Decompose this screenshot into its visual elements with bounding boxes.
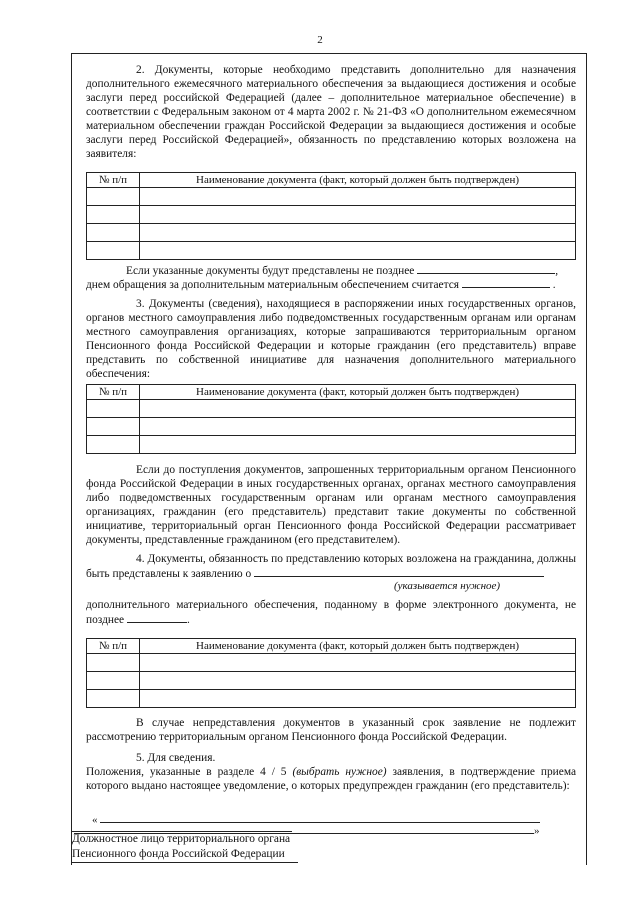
table-header-document: Наименование документа (факт, который должен быть подтвержден) — [140, 385, 576, 400]
application-type-field[interactable] — [254, 566, 544, 577]
submission-deadline-field[interactable] — [127, 612, 187, 623]
deadline-line-2: днем обращения за дополнительным материальным обеспечением считается . — [86, 279, 556, 291]
official-title-line-2: Пенсионного фонда Российской Федерации — [72, 848, 285, 860]
table-row[interactable] — [87, 418, 576, 436]
table-row[interactable] — [87, 436, 576, 454]
application-date-field[interactable] — [462, 277, 550, 288]
table-header-document: Наименование документа (факт, который должен быть подтвержден) — [140, 173, 576, 188]
official-title-line-1: Должностное лицо территориального органа — [72, 833, 291, 845]
table-header-number: № п/п — [87, 385, 140, 400]
table-row[interactable] — [87, 242, 576, 260]
page-number: 2 — [317, 34, 323, 46]
table-header-document: Наименование документа (факт, который должен быть подтвержден) — [140, 639, 576, 654]
section-3-text: 3. Документы (сведения), находящиеся в распоряжении иных государственных органов, органов местного самоуправления либо подведомственных государственным органам или органам местного самоуправления организациях, которые запрашиваются территориальным органом Пенсионного фонда Российской Федерации и которые гражданин (его представитель) вправе представить по собственной инициативе для назначения дополнительного материального обеспечения: — [86, 298, 576, 380]
table-header-number: № п/п — [87, 639, 140, 654]
deadline-line-1: Если указанные документы будут представлены не позднее , — [126, 265, 559, 277]
table-row[interactable] — [87, 690, 576, 708]
notice-quote-line-2: » — [74, 823, 554, 838]
section-3-table — [86, 384, 576, 454]
notice-text-field[interactable] — [100, 812, 540, 823]
notice-quote-line-1: « — [92, 812, 552, 827]
signature-rule — [72, 862, 298, 863]
section-4-after-text: В случае непредставления документов в указанный срок заявление не подлежит рассмотрению территориальным органом Пенсионного фонда Российской Федерации. — [86, 717, 576, 743]
table-row[interactable] — [87, 206, 576, 224]
table-row[interactable] — [87, 188, 576, 206]
table-row[interactable] — [87, 654, 576, 672]
section-4-line-1: 4. Документы, обязанность по представлению которых возложена на гражданина, должны быть представлены к заявлению о — [86, 553, 576, 580]
table-header-number: № п/п — [87, 173, 140, 188]
section-2-text: 2. Документы, которые необходимо представить дополнительно для назначения дополнительного ежемесячного материального обеспечения за выдающиеся достижения и особые заслуги перед российской Федерацией (далее – дополнительное материальное обеспечение) в соответствии с Федеральным законом от 4 марта 2002 г. № 21-ФЗ «О дополнительном ежемесячном материальном обеспечении граждан Российской Федерации за выдающиеся достижения и особые заслуги перед Российской Федерацией», обязанность по представлению которых возложена на заявителя: — [86, 64, 576, 160]
section-2-table — [86, 172, 576, 260]
official-signature-block — [72, 831, 292, 862]
table-row[interactable] — [87, 224, 576, 242]
table-row[interactable] — [87, 400, 576, 418]
section-4-hint: (указывается нужное) — [394, 580, 501, 592]
section-5-title: 5. Для сведения. — [136, 752, 216, 764]
table-row[interactable] — [87, 672, 576, 690]
deadline-date-field[interactable] — [417, 263, 555, 274]
section-4-table — [86, 638, 576, 708]
section-5-text: Положения, указанные в разделе 4 / 5 (выбрать нужное) заявления, в подтверждение приема которого выдано настоящее уведомление, о которых предупрежден гражданин (его представитель): — [86, 766, 577, 792]
section-3-after-text: Если до поступления документов, запрошенных территориальным органом Пенсионного фонда Российской Федерации в иных государственных органах, органах местного самоуправления либо подведомственных государственным органам или органам местного самоуправления организациях, гражданин (его представитель) представит такие документы по собственной инициативе, территориальный орган Пенсионного фонда Российской Федерации рассматривает документы, представленные гражданином (его представителем). — [86, 464, 576, 546]
section-4-line-2: дополнительного материального обеспечения, поданному в форме электронного документа, не позднее . — [86, 599, 576, 626]
